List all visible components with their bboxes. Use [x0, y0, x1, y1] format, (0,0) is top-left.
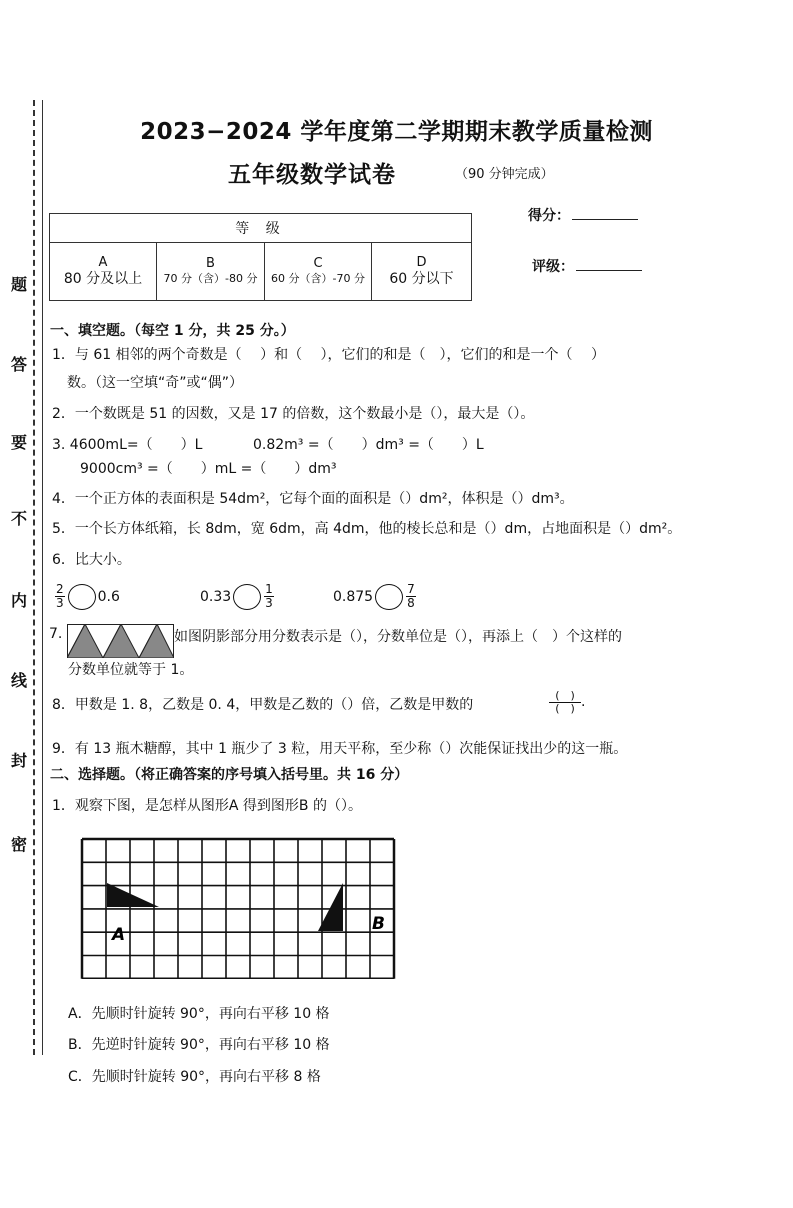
question-7-line2: 分数单位就等于 1。 [68, 662, 194, 678]
seal-char: 密 [11, 835, 28, 854]
question-5: 5．一个长方体纸箱，长 8dm，宽 6dm，高 4dm，他的棱长总和是（）dm，占地面积是（）dm²。 [52, 521, 682, 537]
question-3-part1: 3. 4600mL=（ ）L [52, 437, 203, 453]
seal-char: 内 [11, 591, 28, 610]
binding-solid-line [42, 100, 43, 1055]
section2-question-1: 1．观察下图，是怎样从图形A 得到图形B 的（）。 [52, 798, 362, 814]
score-blank[interactable] [572, 207, 638, 220]
option-c[interactable]: C．先顺时针旋转 90°，再向右平移 8 格 [68, 1069, 321, 1085]
compare-circle[interactable] [68, 584, 96, 610]
shape-b-label: B [372, 914, 385, 934]
grade-cell-b: B 70 分（含）-80 分 [157, 243, 265, 301]
answer-fraction-blank[interactable]: ( ) ( ) [549, 690, 581, 715]
shape-a-label: A [112, 925, 126, 945]
shape-a [107, 883, 159, 907]
grade-table-head: 等 级 [50, 214, 472, 243]
compare-item-3: 0.875 $\frac{7}{8}$ [333, 582, 415, 610]
question-1-line1: 1．与 61 相邻的两个奇数是（ ）和（ ），它们的和是（ ），它们的和是一个（ ） [52, 347, 605, 363]
question-9: 9．有 13 瓶木糖醇，其中 1 瓶少了 3 粒，用天平称，至少称（）次能保证找出少的这一瓶。 [52, 741, 628, 757]
duration-note: （90 分钟完成） [455, 167, 554, 182]
compare-item-1: $\frac{2}{3}$ 0.6 [56, 582, 120, 610]
rating-blank[interactable] [576, 258, 642, 271]
grade-cell-a: A 80 分及以上 [50, 243, 157, 301]
grade-cell-c: C 60 分（含）-70 分 [265, 243, 372, 301]
exam-title: 2023−2024 学年度第二学期期末教学质量检测 [140, 119, 653, 145]
option-a[interactable]: A．先顺时针旋转 90°，再向右平移 10 格 [68, 1006, 330, 1022]
question-3-part3: 9000cm³ =（ ）mL =（ ）dm³ [80, 461, 337, 477]
score-label: 得分： [528, 208, 570, 224]
grid-lines [82, 839, 394, 979]
fraction: $\frac{1}{3}$ [265, 582, 273, 610]
section2-heading: 二、选择题。（将正确答案的序号填入括号里。共 16 分） [50, 767, 409, 783]
seal-char: 不 [11, 509, 28, 528]
option-b[interactable]: B．先逆时针旋转 90°，再向右平移 10 格 [68, 1037, 330, 1053]
binding-dashed-line [33, 100, 35, 1055]
seal-char: 答 [11, 355, 28, 374]
compare-circle[interactable] [375, 584, 403, 610]
seal-char: 线 [11, 671, 28, 690]
seal-char: 封 [11, 751, 28, 770]
score-field[interactable] [528, 205, 638, 225]
rating-label: 评级： [532, 259, 574, 275]
question-2: 2．一个数既是 51 的因数，又是 17 的倍数，这个数最小是（），最大是（）。 [52, 406, 535, 422]
fraction: $\frac{2}{3}$ [56, 582, 64, 610]
question-1-line2: 数。（这一空填“奇”或“偶”） [67, 375, 244, 391]
question-6: 6．比大小。 [52, 552, 131, 568]
compare-item-2: 0.33 $\frac{1}{3}$ [200, 582, 273, 610]
question-3-part2: 0.82m³ =（ ）dm³ =（ ）L [253, 437, 484, 453]
exam-subtitle: 五年级数学试卷 [228, 162, 396, 188]
fraction: $\frac{7}{8}$ [407, 582, 415, 610]
question-4: 4．一个正方体的表面积是 54dm²，它每个面的面积是（）dm²，体积是（）dm³。 [52, 491, 574, 507]
rating-field[interactable] [532, 256, 642, 276]
grade-cell-d: D 60 分以下 [372, 243, 472, 301]
question-8: 8．甲数是 1. 8，乙数是 0. 4，甲数是乙数的（）倍，乙数是甲数的 [52, 697, 474, 713]
question-7-line1: 如图阴影部分用分数表示是（），分数单位是（），再添上（ ）个这样的 [174, 629, 622, 645]
shaded-triangles-figure [67, 624, 174, 658]
grade-table [49, 213, 472, 301]
question-7-number: 7. [49, 626, 63, 642]
grid-figure [80, 837, 398, 979]
compare-circle[interactable] [233, 584, 261, 610]
question-8-tail: . [581, 694, 586, 710]
seal-char: 要 [11, 433, 28, 452]
section1-heading: 一、填空题。（每空 1 分，共 25 分。） [50, 323, 295, 339]
seal-char: 题 [11, 275, 28, 294]
